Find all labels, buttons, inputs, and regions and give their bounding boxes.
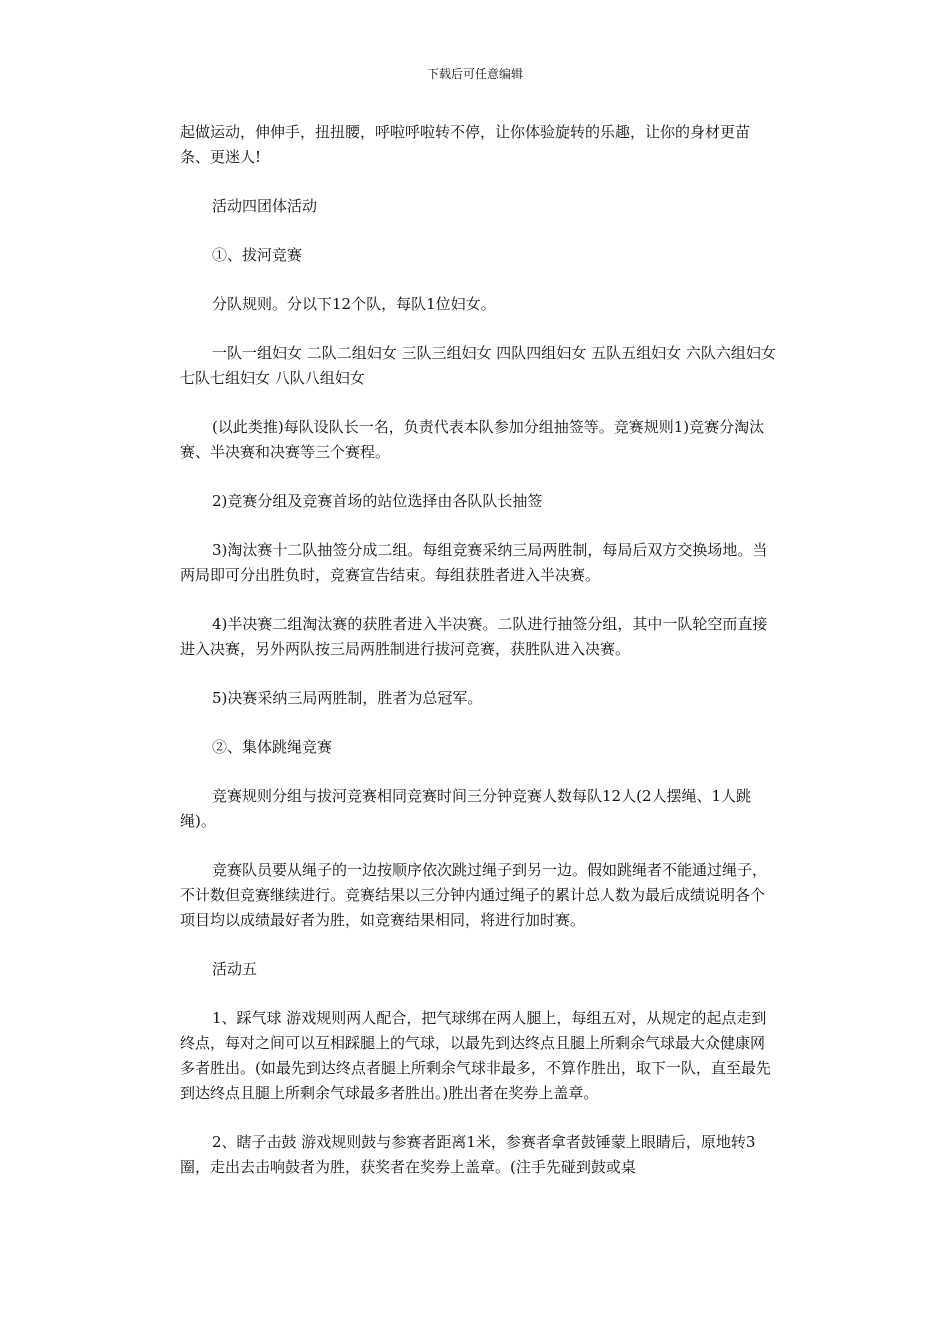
paragraph-rule-5: 5)决赛采纳三局两胜制，胜者为总冠军。 bbox=[212, 689, 483, 707]
heading-activity-four: 活动四团体活动 bbox=[212, 197, 318, 215]
paragraph-intro-continuation: 起做运动，伸伸手，扭扭腰，呼啦呼啦转不停，让你体验旋转的乐趣，让你的身材更苗条、更迷人! bbox=[180, 123, 751, 166]
page-header: 下载后可任意编辑 bbox=[426, 67, 523, 81]
paragraph-rule-2: 2)竞赛分组及竞赛首场的站位选择由各队队长抽签 bbox=[212, 492, 543, 510]
heading-rope-skipping: ②、集体跳绳竞赛 bbox=[212, 738, 333, 756]
paragraph-rule-4: 4)半决赛二组淘汰赛的获胜者进入半决赛。二队进行抽签分组，其中一队轮空而直接进入决赛，另外两队按三局两胜制进行拔河竞赛，获胜队进入决赛。 bbox=[180, 615, 768, 658]
paragraph-team-rules: 分队规则。分以下12个队，每队1位妇女。 bbox=[212, 295, 496, 313]
paragraph-captain-rules: (以此类推)每队设队长一名，负责代表本队参加分组抽签等。竞赛规则1)竞赛分淘汰赛、半决赛和决赛等三个赛程。 bbox=[180, 418, 765, 461]
paragraph-skipping-rules: 竞赛规则分组与拔河竞赛相同竞赛时间三分钟竞赛人数每队12人(2人摆绳、1人跳绳)。 bbox=[180, 787, 752, 830]
heading-activity-five: 活动五 bbox=[212, 960, 258, 978]
paragraph-skipping-details: 竞赛队员要从绳子的一边按顺序依次跳过绳子到另一边。假如跳绳者不能通过绳子，不计数但竞赛继续进行。竞赛结果以三分钟内通过绳子的累计总人数为最后成绩说明各个项目均以成绩最好者为胜，如竞赛结果相同，将进行加时赛。 bbox=[180, 861, 768, 929]
heading-tug-of-war: ①、拔河竞赛 bbox=[212, 246, 303, 264]
paragraph-rule-3: 3)淘汰赛十二队抽签分成二组。每组竞赛采纳三局两胜制，每局后双方交换场地。当两局即可分出胜负时，竞赛宣告结束。每组获胜者进入半决赛。 bbox=[180, 541, 768, 584]
document-body bbox=[180, 120, 776, 1204]
paragraph-blind-drum-game: 2、瞎子击鼓 游戏规则鼓与参赛者距离1米，参赛者拿者鼓锤蒙上眼睛后，原地转3圈，走出去击响鼓者为胜，获奖者在奖券上盖章。(注手先碰到鼓或桌 bbox=[180, 1133, 756, 1176]
paragraph-balloon-game: 1、踩气球 游戏规则两人配合，把气球绑在两人腿上，每组五对，从规定的起点走到终点，每对之间可以互相踩腿上的气球，以最先到达终点且腿上所剩余气球最大众健康网多者胜出。(如最先到达终点者腿上所剩余气球非最多，不算作胜出，取下一队，直至最先到达终点且腿上所剩余气球最多者胜出。)胜出者在奖券上盖章。 bbox=[180, 1009, 771, 1102]
paragraph-team-list: 一队一组妇女 二队二组妇女 三队三组妇女 四队四组妇女 五队五组妇女 六队六组妇女 七队七组妇女 八队八组妇女 bbox=[180, 344, 776, 387]
